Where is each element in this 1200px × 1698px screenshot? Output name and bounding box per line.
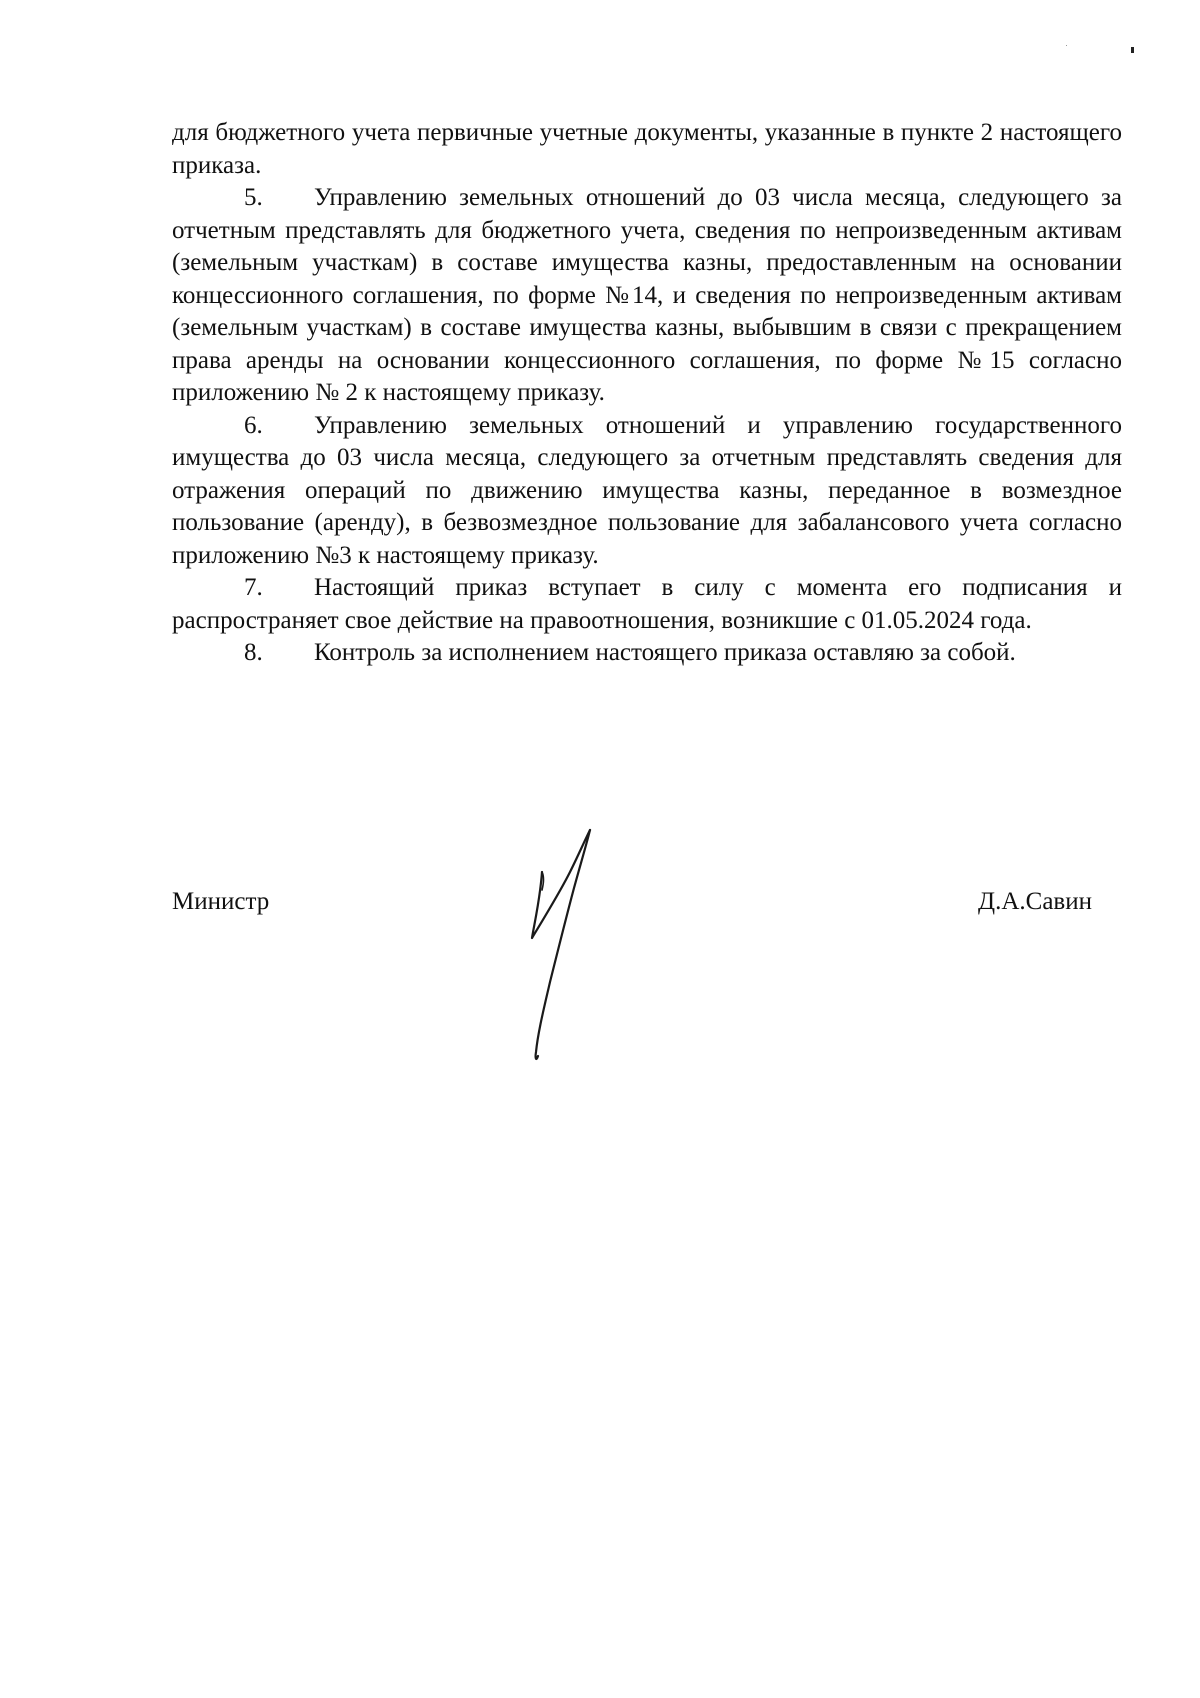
item-text: Управлению земельных отношений до 03 числа месяца, следующего за отчетным представлять для бюджетного учета, сведения по непроизведенным активам (земельным участкам) в составе имущества казны, предоставленным на основании концессионного соглашения, по форме №14, и сведения по непроизведенным активам (земельным участкам) в составе имущества казны, выбывшим в связи с прекращением права аренды на основании концессионного соглашения, по форме №15 согласно приложению № 2 к настоящему приказу. (172, 184, 1122, 406)
document-body (172, 117, 1122, 670)
scan-artifact-mark (1131, 47, 1134, 53)
order-item-6 (172, 410, 1122, 573)
item-number: 8. (244, 639, 263, 666)
item-text: Управлению земельных отношений и управлению государственного имущества до 03 числа месяца, следующего за отчетным представлять сведения для отражения операций по движению имущества казны, переданное в возмездное пользование (аренду), в безвозмездное пользование для забалансового учета согласно приложению №3 к настоящему приказу. (172, 411, 1122, 569)
signatory-position: Министр (172, 888, 270, 915)
scan-artifact-dot (1066, 45, 1067, 46)
handwritten-signature-icon (520, 820, 630, 1070)
order-item-8 (172, 637, 1122, 670)
continuation-paragraph: для бюджетного учета первичные учетные документы, указанные в пункте 2 настоящего приказа. (172, 119, 1122, 179)
order-item-7 (172, 572, 1122, 637)
item-text: Контроль за исполнением настоящего приказа оставляю за собой. (314, 639, 1016, 666)
signatory-name: Д.А.Савин (978, 888, 1092, 915)
item-number: 5. (244, 184, 263, 211)
item-number: 6. (244, 411, 263, 439)
item-number: 7. (244, 574, 263, 601)
order-item-5 (172, 182, 1122, 410)
signature-block (172, 888, 1092, 928)
item-text: Настоящий приказ вступает в силу с момента его подписания и распространяет свое действие на правоотношения, возникшие с 01.05.2024 года. (172, 574, 1122, 634)
